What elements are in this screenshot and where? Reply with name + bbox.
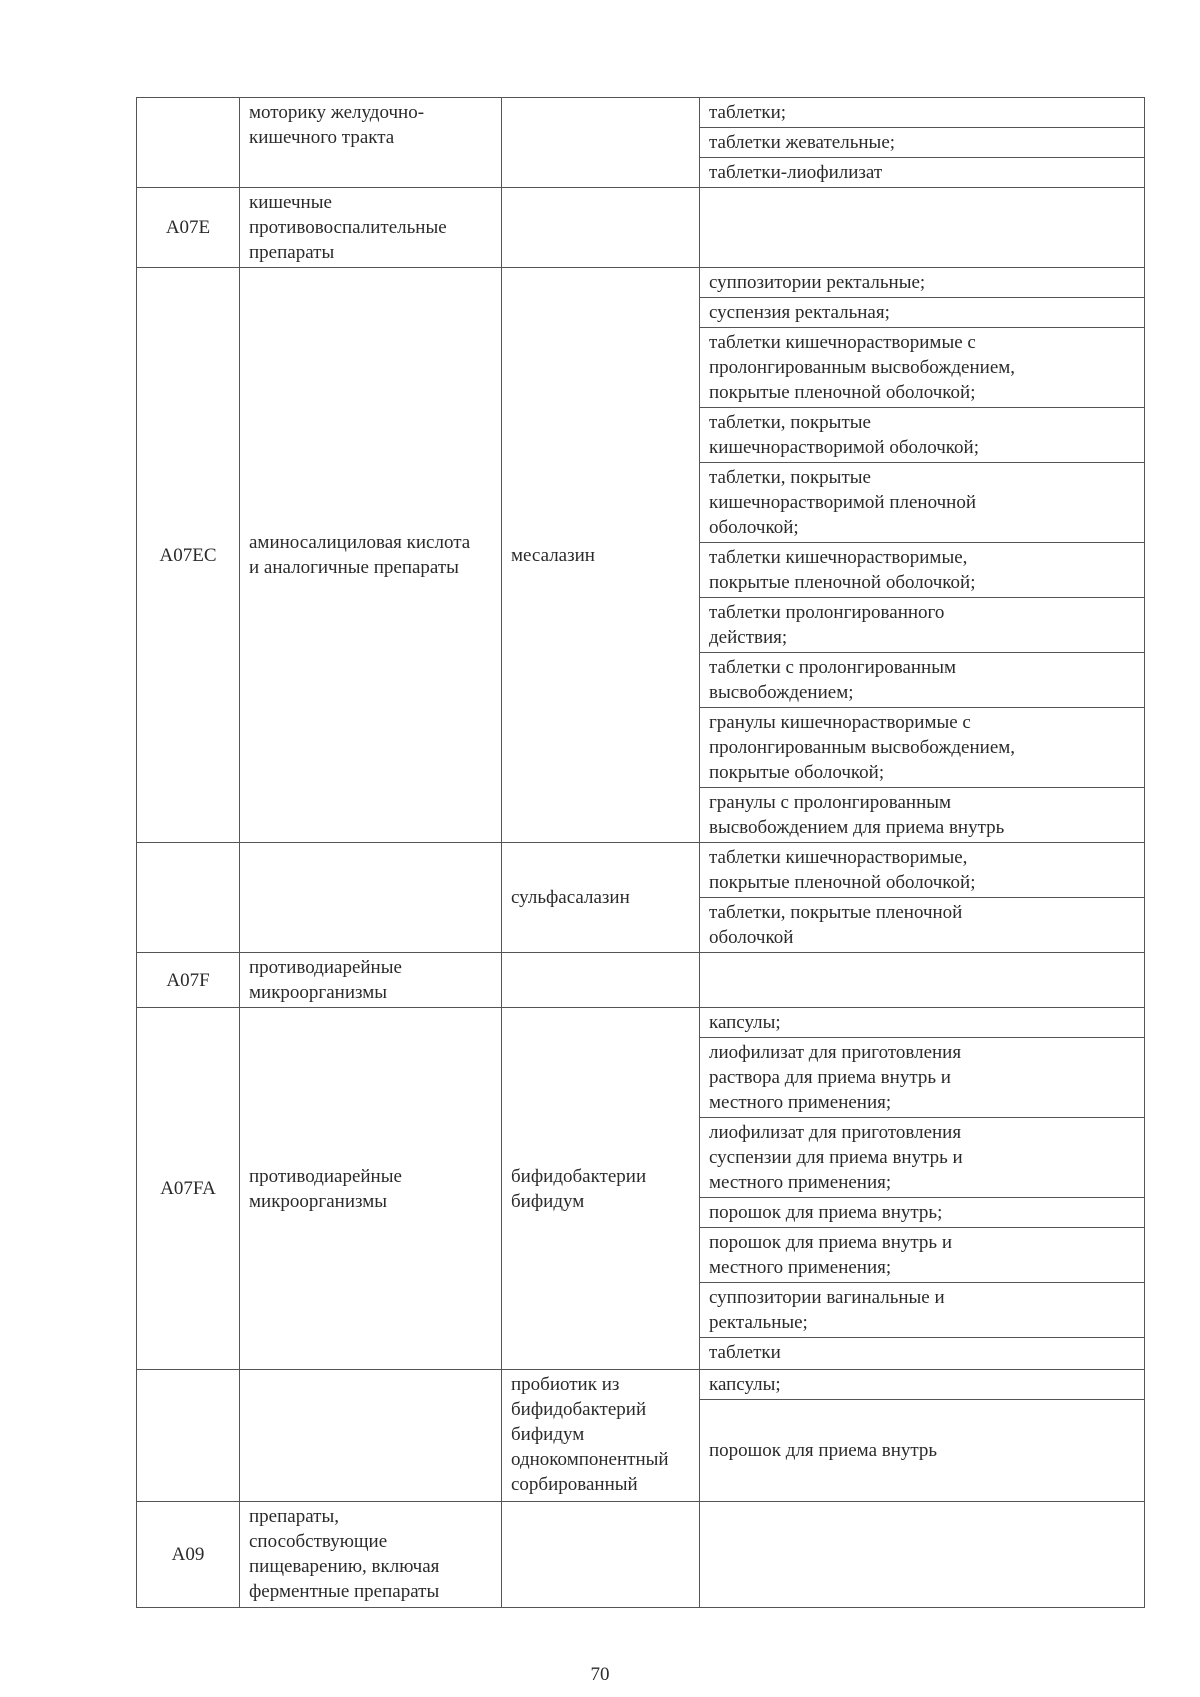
atc-group-name: моторику желудочно- кишечного тракта xyxy=(240,98,502,188)
dosage-form xyxy=(700,1502,1144,1506)
dosage-form: порошок для приема внутрь xyxy=(709,1440,938,1461)
page-number: 70 xyxy=(590,1664,610,1685)
table-row xyxy=(137,1502,1145,1608)
drug-name xyxy=(502,98,700,188)
dosage-form: гранулы кишечнорастворимые с пролонгированным высвобождением, покрытые оболочкой; xyxy=(700,708,1144,788)
dosage-form: таблетки, покрытые кишечнорастворимой пленочной оболочкой; xyxy=(700,463,1144,543)
dosage-form: таблетки xyxy=(709,1342,781,1363)
dosage-forms-cell xyxy=(700,1008,1145,1370)
atc-code-cell: A09 xyxy=(137,1502,240,1608)
table-row xyxy=(137,843,1145,953)
atc-group-name xyxy=(240,843,502,953)
dosage-form xyxy=(700,953,1144,957)
dosage-form: суппозитории ректальные; xyxy=(700,268,1144,298)
dosage-form: лиофилизат для приготовления суспензии для приема внутрь и местного применения; xyxy=(700,1118,1144,1198)
dosage-form: порошок для приема внутрь и местного применения; xyxy=(700,1228,1144,1283)
dosage-forms-cell xyxy=(700,268,1145,843)
atc-group-name xyxy=(240,1370,502,1502)
medication-table xyxy=(136,97,1145,1608)
dosage-form: таблетки, покрытые пленочной оболочкой xyxy=(709,902,963,948)
dosage-form: таблетки кишечнорастворимые, покрытые пленочной оболочкой; xyxy=(700,843,1144,898)
table-row xyxy=(137,98,1145,188)
dosage-form: суспензия ректальная; xyxy=(700,298,1144,328)
table-row xyxy=(137,188,1145,268)
drug-name xyxy=(502,1502,700,1608)
dosage-form xyxy=(700,188,1144,192)
dosage-forms-cell xyxy=(700,843,1145,953)
dosage-form: капсулы; xyxy=(700,1008,1144,1038)
table-row xyxy=(137,1008,1145,1370)
dosage-form: таблетки кишечнорастворимые с пролонгированным высвобождением, покрытые пленочной оболочкой; xyxy=(700,328,1144,408)
dosage-form: суппозитории вагинальные и ректальные; xyxy=(700,1283,1144,1338)
drug-name xyxy=(502,188,700,268)
dosage-form: лиофилизат для приготовления раствора для приема внутрь и местного применения; xyxy=(700,1038,1144,1118)
dosage-forms-cell xyxy=(700,1502,1145,1608)
dosage-form: таблетки жевательные; xyxy=(700,128,1144,158)
atc-group-name: противодиарейные микроорганизмы xyxy=(240,1008,502,1370)
drug-name: месалазин xyxy=(502,268,700,843)
table-row xyxy=(137,953,1145,1008)
dosage-form: таблетки, покрытые кишечнорастворимой оболочкой; xyxy=(700,408,1144,463)
table-row xyxy=(137,268,1145,843)
dosage-form: таблетки пролонгированного действия; xyxy=(700,598,1144,653)
drug-name: пробиотик из бифидобактерий бифидум однокомпонентный сорбированный xyxy=(502,1370,700,1502)
dosage-forms-cell xyxy=(700,953,1145,1008)
dosage-forms-cell xyxy=(700,188,1145,268)
atc-code-cell: A07E xyxy=(137,188,240,268)
atc-code-cell xyxy=(137,98,240,188)
atc-code-cell: A07EC xyxy=(137,268,240,843)
dosage-form: таблетки с пролонгированным высвобождением; xyxy=(700,653,1144,708)
atc-group-name: препараты, способствующие пищеварению, включая ферментные препараты xyxy=(240,1502,502,1608)
dosage-form: таблетки кишечнорастворимые, покрытые пленочной оболочкой; xyxy=(700,543,1144,598)
dosage-form: капсулы; xyxy=(700,1370,1144,1400)
table-row xyxy=(137,1370,1145,1502)
drug-name: бифидобактерии бифидум xyxy=(502,1008,700,1370)
drug-name xyxy=(502,953,700,1008)
dosage-form: таблетки-лиофилизат xyxy=(709,162,883,183)
dosage-form: таблетки; xyxy=(700,98,1144,128)
dosage-form: гранулы с пролонгированным высвобождением для приема внутрь xyxy=(709,792,1005,838)
atc-group-name: кишечные противовоспалительные препараты xyxy=(240,188,502,268)
atc-code-cell: A07FA xyxy=(137,1008,240,1370)
dosage-forms-cell xyxy=(700,1370,1145,1502)
atc-code-cell xyxy=(137,1370,240,1502)
dosage-forms-cell xyxy=(700,98,1145,188)
atc-group-name: противодиарейные микроорганизмы xyxy=(240,953,502,1008)
atc-code-cell xyxy=(137,843,240,953)
atc-code-cell: A07F xyxy=(137,953,240,1008)
dosage-form: порошок для приема внутрь; xyxy=(700,1198,1144,1228)
drug-name: сульфасалазин xyxy=(502,843,700,953)
atc-group-name: аминосалициловая кислота и аналогичные препараты xyxy=(240,268,502,843)
